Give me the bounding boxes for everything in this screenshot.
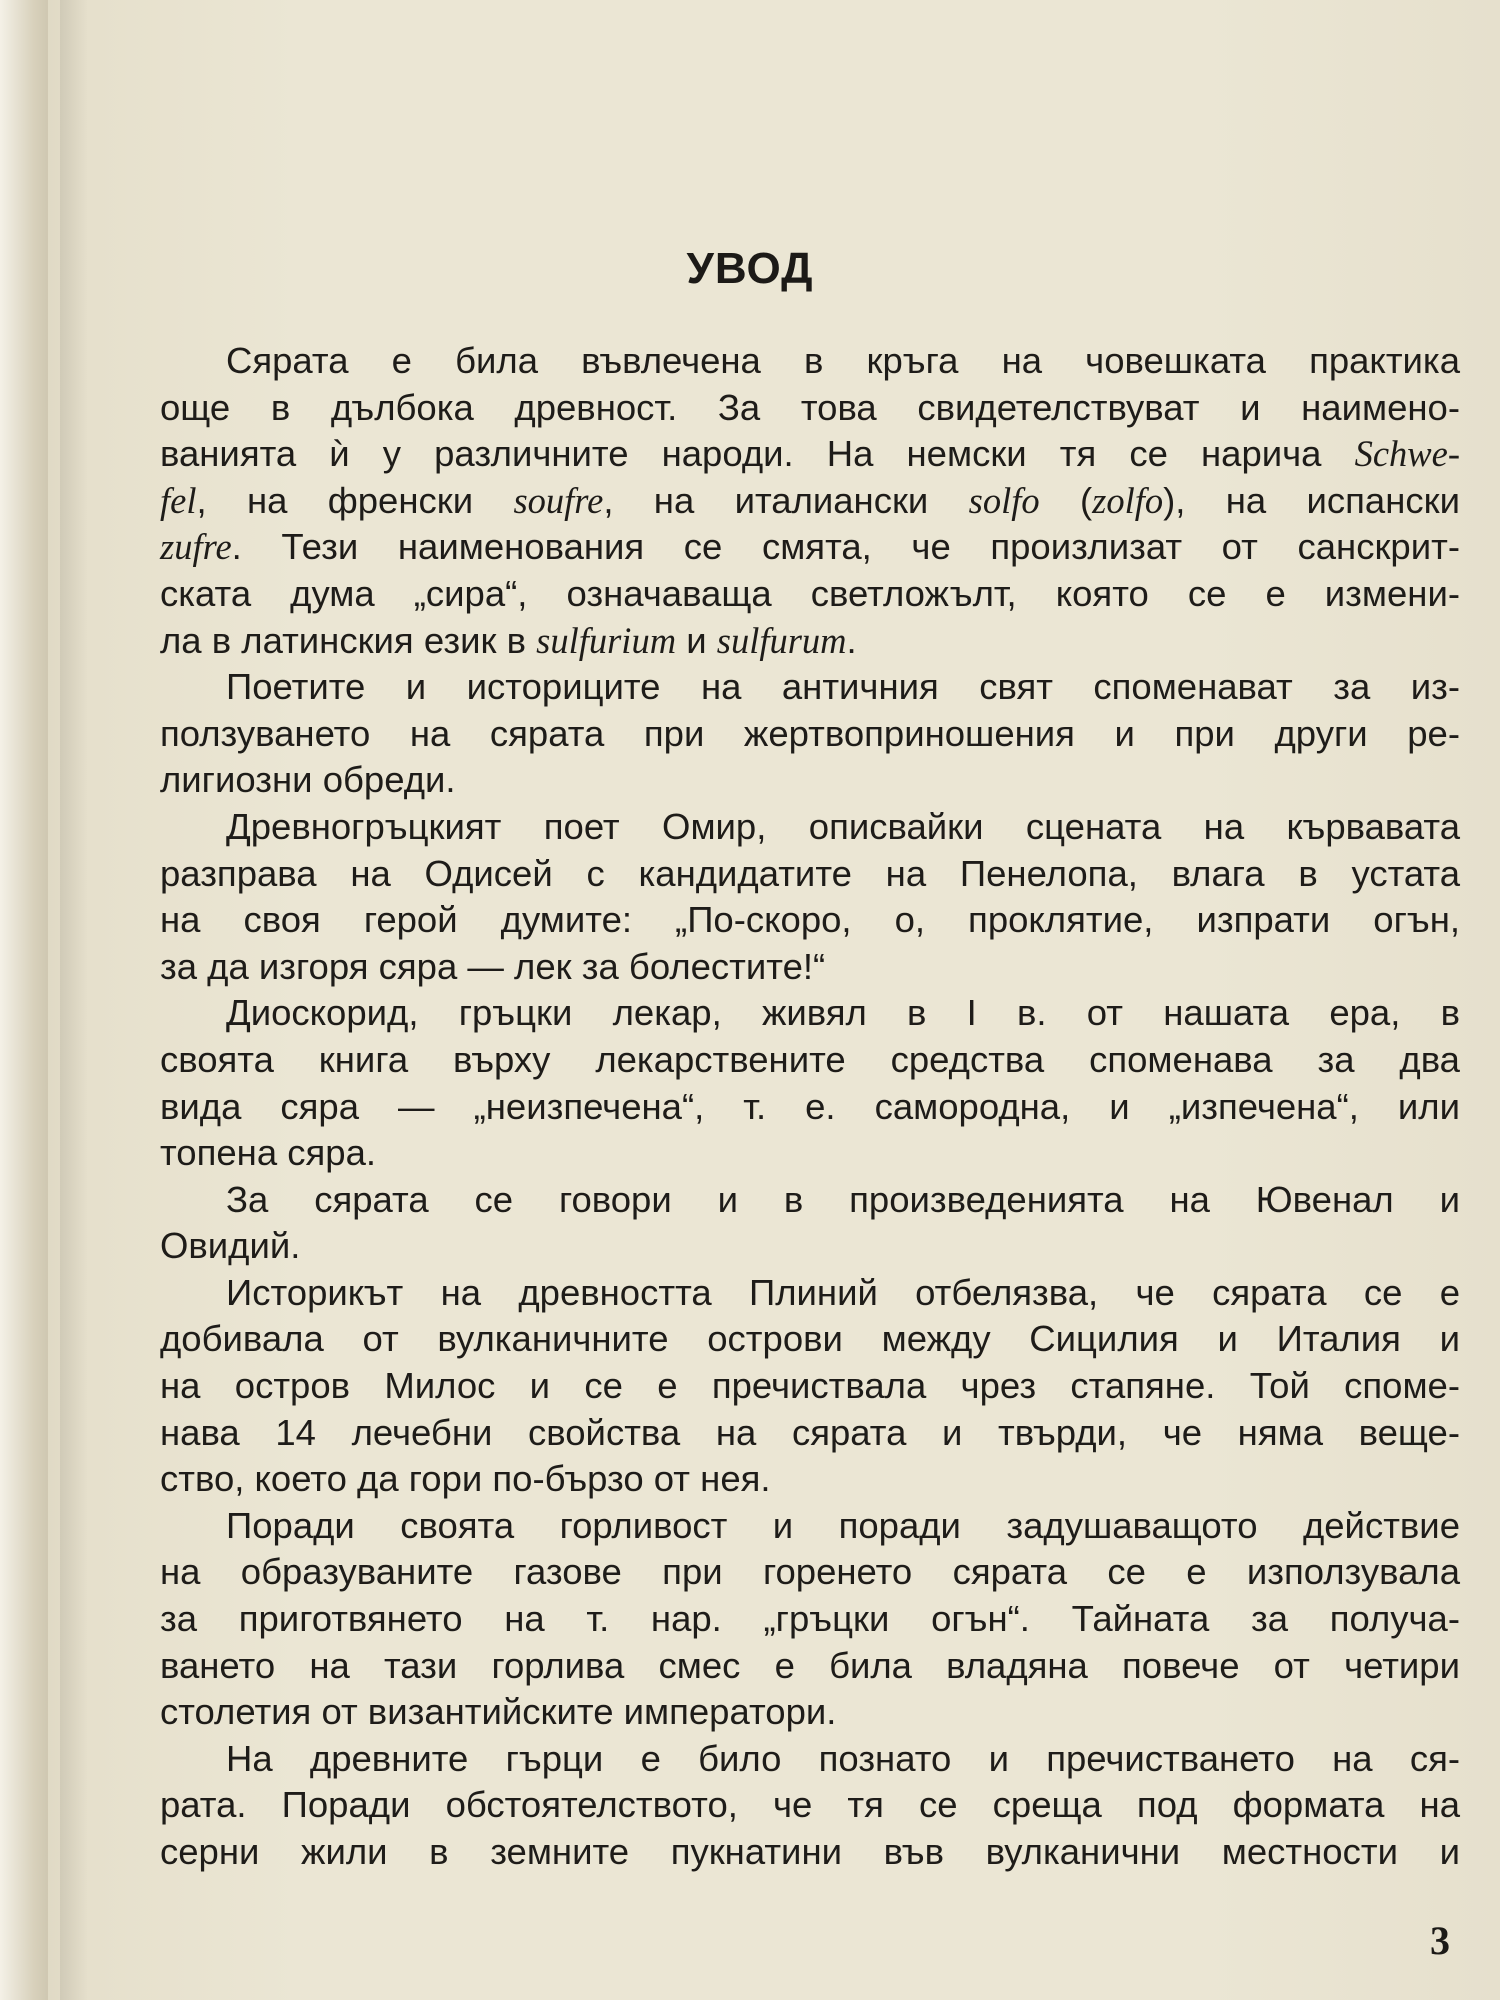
italic-term: solfo [968, 479, 1040, 521]
paragraph-1 [160, 338, 1460, 664]
text-line [160, 431, 1460, 478]
text-segment: и [676, 619, 717, 661]
text-line: За сярата се говори и в произведенията на Ювенал и [226, 1178, 1460, 1220]
text-line: На древните гърци е било познато и пречистването на ся- [226, 1737, 1460, 1779]
text-segment: . [846, 619, 857, 661]
paragraph-2 [160, 664, 1460, 804]
text-line: на своя герой думите: „По-скоро, о, проклятие, изпрати огън, [160, 899, 1460, 941]
text-line: ползуването на сярата при жертвоприношения и при други ре- [160, 712, 1460, 754]
italic-term: zufre [160, 526, 232, 568]
text-segment: , на френски [196, 479, 514, 521]
chapter-title: УВОД [686, 244, 814, 293]
text-line: Диоскорид, гръцки лекар, живял в I в. от нашата ера, в [226, 992, 1460, 1034]
italic-term: zolfo [1092, 479, 1164, 521]
text-line: добивала от вулканичните острови между Сицилия и Италия и [160, 1318, 1460, 1360]
text-line: за да изгоря сяра — лек за болестите!“ [160, 945, 826, 987]
text-line [160, 478, 1460, 525]
text-line: на образуваните газове при горенето сярата се е използувала [160, 1551, 1460, 1593]
text-segment: . Тези наименования се смята, че произлизат от санскрит- [231, 526, 1460, 568]
text-line: столетия от византийските императори. [160, 1691, 837, 1733]
text-line: за приготвянето на т. нар. „гръцки огън“. Тайната за получа- [160, 1598, 1460, 1640]
italic-term: sulfurum [716, 619, 847, 661]
text-segment: ( [1039, 479, 1093, 521]
paragraph-3 [160, 804, 1460, 990]
text-segment: , на италиански [603, 479, 969, 521]
body-text [160, 338, 1460, 1876]
text-line: ската дума „сира“, означаваща светложълт, която се е измени- [160, 572, 1460, 614]
paragraph-5 [160, 1177, 1460, 1270]
paragraph-6 [160, 1270, 1460, 1503]
page-number: 3 [1430, 1918, 1450, 1963]
text-line: своята книга върху лекарствените средства споменава за два [160, 1038, 1460, 1080]
text-line: Поради своята горливост и поради задушаващото действие [226, 1504, 1460, 1546]
text-segment: ), на испански [1163, 479, 1460, 521]
text-line: ването на тази горлива смес е била владяна повече от четири [160, 1644, 1460, 1686]
text-segment: ла в латинския език в [160, 619, 537, 661]
text-line: ство, което да гори по-бързо от нея. [160, 1458, 771, 1500]
text-line [160, 618, 1460, 665]
paragraph-4 [160, 990, 1460, 1176]
text-line: Овидий. [160, 1225, 301, 1267]
text-line: вида сяра — „неизпечена“, т. е. самородна, и „изпечена“, или [160, 1085, 1460, 1127]
text-line: Историкът на древността Плиний отбелязва, че сярата се е [226, 1271, 1460, 1313]
text-line: топена сяра. [160, 1132, 377, 1174]
text-line: серни жили в земните пукнатини във вулканични местности и [160, 1831, 1460, 1872]
text-line: Сярата е била въвлечена в кръга на човешката практика [226, 340, 1460, 381]
text-line: на остров Милос и се е пречиствала чрез стапяне. Той споме- [160, 1365, 1460, 1407]
text-line: разправа на Одисей с кандидатите на Пенелопа, влага в устата [160, 852, 1460, 894]
text-line: нава 14 лечебни свойства на сярата и твърди, че няма веще- [160, 1411, 1460, 1453]
text-line: Поетите и историците на античния свят споменават за из- [226, 666, 1460, 708]
page-gutter [60, 0, 88, 2000]
italic-term: fel [160, 479, 197, 521]
text-line: още в дълбока древност. За това свидетелствуват и наимено- [160, 386, 1460, 428]
text-line: лигиозни обреди. [160, 759, 456, 801]
text-line: Древногръцкият поет Омир, описвайки сцената на кървавата [226, 805, 1460, 847]
italic-term: sulfurium [536, 619, 677, 661]
paragraph-8 [160, 1736, 1460, 1876]
page-spine-shadow [0, 0, 48, 2000]
italic-term: Schwe- [1354, 433, 1460, 475]
paragraph-7 [160, 1503, 1460, 1736]
text-segment: ванията ѝ у различните народи. На немски тя се нарича [160, 433, 1322, 475]
text-line: рата. Поради обстоятелството, че тя се среща под формата на [160, 1784, 1460, 1826]
italic-term: soufre [513, 479, 604, 521]
text-line [160, 524, 1460, 571]
